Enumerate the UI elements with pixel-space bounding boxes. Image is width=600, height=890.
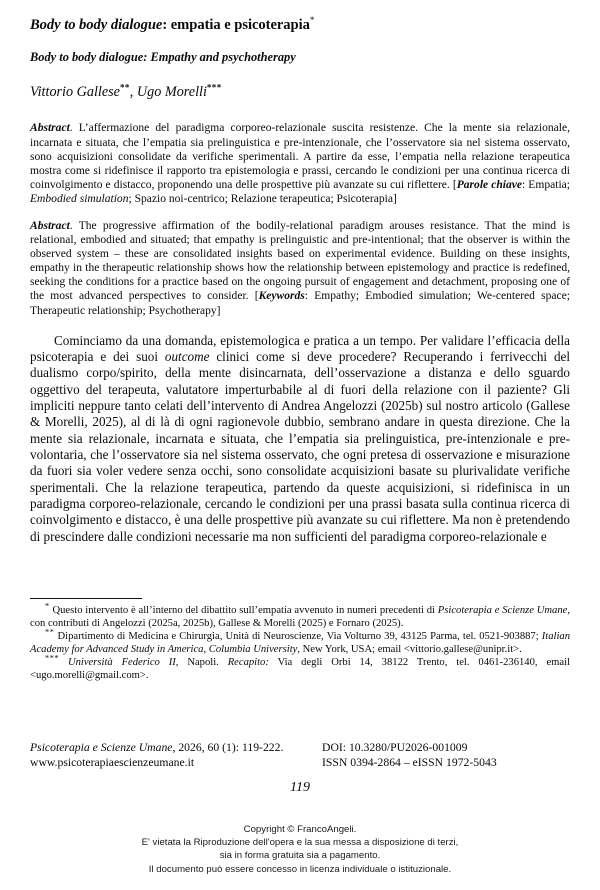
abstract-italian-keyword-italic: Embodied simulation: [30, 192, 129, 205]
footnote-3-marker: ***: [45, 653, 60, 663]
footnote-3-recapito-label: Recapito:: [227, 656, 269, 668]
footnote-1-text-a: Questo intervento è all’interno del dibattito sull’empatia avvenuto in numeri precedenti di: [49, 605, 438, 616]
abstract-italian: [30, 121, 570, 206]
abstract-english-text: The progressive affirmation of the bodily-relational paradigm arouses resistance. That the mind is relational, embodied and situated; that empathy is prelinguistic and pre-intentional; that the observer is within the observed system – these are consolidated insights based on experimental evidence. Building on these insights, empathy in the therapeutic relationship shows how the relationship between epistemology and practice is redefined, seeking the conditions for a practice based on the ongoing pursuit of engagement and detachment, proposing one of the most advanced perspectives to consider. [: [30, 219, 570, 303]
abstract-italian-keywords-b: ; Spazio noi-centrico; Relazione terapeutica; Psicoterapia]: [128, 192, 397, 205]
abstract-italian-keywords-label: Parole chiave: [456, 178, 523, 191]
author-separator: ,: [129, 84, 137, 101]
copyright-line-4: Il documento può essere concesso in licenza individuale o istituzionale.: [148, 863, 452, 875]
title-rest: : empatia e psicoterapia: [162, 17, 310, 33]
footnote-1-journal-name: Psicoterapia e Scienze Umane: [437, 605, 568, 616]
journal-footer-row-2: [30, 755, 570, 770]
journal-citation: [30, 740, 322, 755]
journal-website[interactable]: www.psicoterapiaescienzeumane.it: [30, 756, 195, 770]
author-name-2: Ugo Morelli: [136, 84, 207, 101]
abstract-italian-label-sep: .: [69, 122, 79, 135]
footnote-1-marker: *: [45, 601, 50, 611]
copyright-notice: [0, 823, 600, 876]
abstract-english-keywords-a: Empathy; Embodied simulation; We-centered space; Therapeutic relationship; Psychotherapy]: [30, 290, 570, 317]
copyright-line-3: sia in forma gratuita sia a pagamento.: [219, 850, 381, 862]
body-term-outcome: outcome: [164, 348, 210, 364]
abstract-italian-keywords-a: Empatia;: [528, 178, 570, 191]
footnote-separator-rule: [30, 598, 142, 599]
footnote-1: [30, 601, 571, 631]
page-number: 119: [290, 780, 310, 795]
footnote-3-text-c: Via degli Orbi 14, 38122 Trento, tel. 0461-236140, email <ugo.morelli@gmail.com>.: [30, 656, 570, 681]
author-1-footnote-marker: **: [119, 82, 130, 93]
footnotes-section: [30, 598, 570, 682]
abstract-italian-label: Abstract: [30, 122, 70, 135]
footnote-2-text-a: Dipartimento di Medicina e Chirurgia, Unità di Neuroscienze, Via Volturno 39, 43125 Parma, tel. 0521-903887;: [54, 630, 542, 642]
author-line: [30, 84, 570, 101]
author-2-footnote-marker: ***: [206, 82, 222, 93]
journal-issn: ISSN 0394-2864 – eISSN 1972-5043: [322, 756, 497, 770]
footnote-2-institution-italic: Italian Academy for Advanced Study in America, Columbia University: [30, 630, 570, 655]
abstract-italian-text: L’affermazione del paradigma corporeo-relazionale suscita resistenze. Che la mente sia relazionale, incarnata e situata, che l’empatia sia prelinguistica e pre-intenzionale, che l’osservatore sia nel sistema osservato, sono acquisizioni consolidate da verifiche sperimentali. A partire da esse, l’empatia nella relazione terapeutica mostra come si ridefinisce il rapporto tra epistemologia e prassi, cercando le condizioni per una continua ricerca di coinvolgimento e distacco, proponendo una delle prospettive più avanzate su cui riflettere. [: [30, 122, 571, 191]
footnote-2: [30, 627, 570, 657]
footnote-3: [30, 653, 570, 683]
journal-footer-row-1: [30, 740, 570, 755]
footnote-2-text-b: , New York, USA; email <vittorio.gallese@unipr.it>.: [297, 643, 522, 655]
journal-footer: [30, 740, 570, 771]
footnote-3-text-a: [59, 657, 68, 668]
abstract-italian-keywords-sep: :: [522, 178, 529, 191]
body-text-a: Cominciamo da una domanda, epistemologica e pratica a un tempo. Per validare l’efficacia della psicoterapia e dei suoi: [30, 332, 570, 364]
body-text-b: clinici come si deve procedere? Recuperando i ferrivecchi del dualismo corpo/spirito, della mente disincarnata, dell’osservazione a distanza e dello sguardo oggettivo del terapeuta, valutatore imperturbabile al di fuori della relazione con il paziente? Gli impliciti neppure tanto celati dell’intervento di Andrea Angelozzi (2025b) sul nostro articolo (Gallese & Morelli, 2025), al di là di ogni ragionevole dubbio, sembrano andare in questa direzione. Che la mente sia relazionale, incarnata e situata, che l’empatia sia prelinguistica, pre-intenzionale e pre-volontaria, che l’osservatore sia nel sistema osservato, che ogni pretesa di osservazione e misurazione da fuori sia voler vedere senza occhi, sono consolidate acquisizioni basate su plurivalidate verifiche sperimentali. Che la relazione terapeutica, partendo da queste acquisizioni, si ridefinisca in un paradigma corporeo-relazionale, cercando le condizioni per una prassi basata sulla continua ricerca di coinvolgimento e distacco, è una delle prospettive più avanzate su cui riflettere. Ma non è pretendendo di prescindere dalle condizioni necessarie ma non sufficienti del paradigma corporeo-relazionale e: [30, 348, 571, 544]
footnote-1-text-b: , con contributi di Angelozzi (2025a, 2025b), Gallese & Morelli (2025) e Fornaro (2025).: [30, 605, 571, 629]
journal-issue-pages: , 2026, 60 (1): 119-222.: [172, 741, 284, 754]
page-title: [30, 17, 570, 35]
footnote-3-text-b: , Napoli.: [175, 656, 228, 668]
title-italic-part: Body to body dialogue: [30, 17, 163, 33]
copyright-line-1: Copyright © FrancoAngeli.: [243, 824, 357, 835]
subtitle-english: Body to body dialogue: Empathy and psychotherapy: [30, 49, 296, 64]
abstract-english: [30, 219, 570, 318]
copyright-line-2: E' vietata la Riproduzione dell'opera e la sua messa a disposizione di terzi,: [141, 837, 459, 849]
abstract-english-label-sep: .: [69, 219, 79, 232]
page-content: [30, 0, 570, 545]
footnote-2-marker: **: [45, 627, 55, 637]
body-paragraph-1: [30, 333, 570, 545]
abstract-english-keywords-label: Keywords: [258, 290, 305, 303]
abstract-english-label: Abstract: [30, 219, 70, 232]
title-footnote-marker: *: [309, 15, 315, 26]
footnote-3-university-italic: Università Federico II: [67, 656, 176, 668]
journal-name: Psicoterapia e Scienze Umane: [30, 741, 173, 754]
journal-doi: DOI: 10.3280/PU2026-001009: [322, 741, 468, 754]
author-name-1: Vittorio Gallese: [30, 84, 120, 101]
abstract-english-keywords-sep: :: [304, 290, 315, 303]
